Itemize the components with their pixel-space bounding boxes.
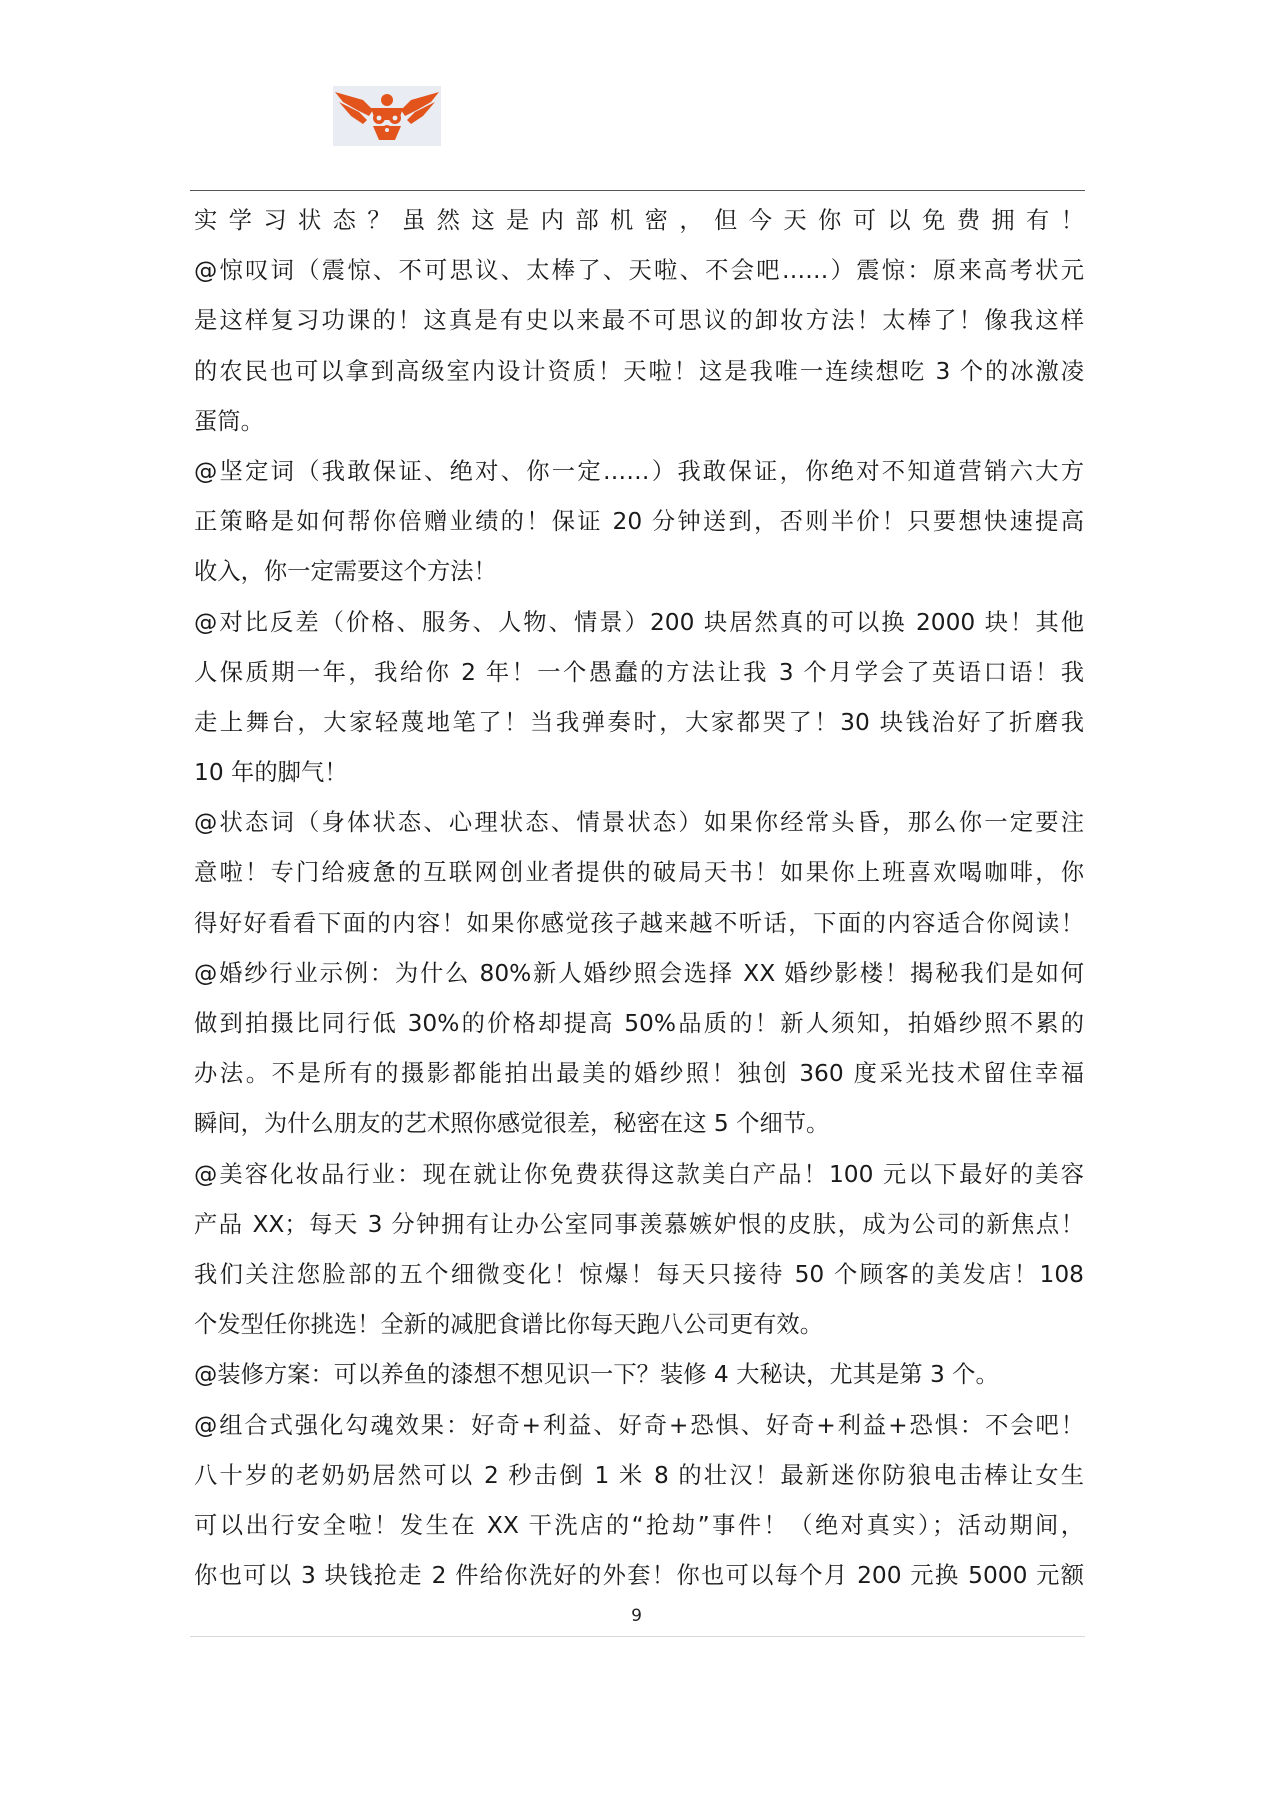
text-line: 收入，你一定需要这个方法！ (194, 558, 497, 586)
text-line: @美容化妆品行业：现在就让你免费获得这款美白产品！100 元以下最好的美容 (194, 1160, 1084, 1188)
text-line: 的农民也可以拿到高级室内设计资质！天啦！这是我唯一连续想吃 3 个的冰激凌 (194, 357, 1084, 385)
text-line: 正策略是如何帮你倍赠业绩的！保证 20 分钟送到，否则半价！只要想快速提高 (194, 508, 1084, 536)
text-line: 八十岁的老奶奶居然可以 2 秒击倒 1 米 8 的壮汉！最新迷你防狼电击棒让女生 (194, 1461, 1084, 1489)
text-line: @状态词（身体状态、心理状态、情景状态）如果你经常头昏，那么你一定要注 (194, 809, 1084, 837)
winged-emblem-logo-icon (333, 86, 441, 146)
text-line: 10 年的脚气！ (194, 759, 348, 787)
text-line: @装修方案：可以养鱼的漆想不想见识一下？装修 4 大秘诀，尤其是第 3 个。 (194, 1361, 999, 1389)
footer-divider (190, 1636, 1085, 1637)
text-line: 做到拍摄比同行低 30%的价格却提高 50%品质的！新人须知，拍婚纱照不累的 (194, 1010, 1084, 1037)
header-divider (190, 190, 1085, 191)
text-line: 瞬间，为什么朋友的艺术照你感觉很差，秘密在这 5 个细节。 (194, 1110, 830, 1138)
text-line: 人保质期一年，我给你 2 年！一个愚蠢的方法让我 3 个月学会了英语口语！我 (194, 658, 1084, 686)
text-line: 办法。不是所有的摄影都能拍出最美的婚纱照！独创 360 度采光技术留住幸福 (194, 1060, 1084, 1088)
text-line: @对比反差（价格、服务、人物、情景）200 块居然真的可以换 2000 块！其他 (194, 608, 1084, 636)
document-body (194, 196, 1084, 1601)
text-line: 走上舞台，大家轻蔑地笔了！当我弹奏时，大家都哭了！30 块钱治好了折磨我 (194, 708, 1084, 736)
text-line: 我们关注您脸部的五个细微变化！惊爆！每天只接待 50 个顾客的美发店！108 (194, 1260, 1084, 1288)
text-line: 你也可以 3 块钱抢走 2 件给你洗好的外套！你也可以每个月 200 元换 5000 元额 (194, 1562, 1084, 1590)
text-line: 蛋筒。 (194, 407, 264, 435)
text-line: 实学习状态？虽然这是内部机密，但今天你可以免费拥有！ (194, 207, 1084, 234)
text-line: 得好好看看下面的内容！如果你感觉孩子越来越不听话，下面的内容适合你阅读！ (194, 909, 1084, 937)
text-line: 可以出行安全啦！发生在 XX 干洗店的“抢劫”事件！（绝对真实）；活动期间， (194, 1511, 1084, 1539)
text-line: @惊叹词（震惊、不可思议、太棒了、天啦、不会吧……）震惊：原来高考状元 (194, 257, 1084, 285)
company-logo (333, 86, 441, 146)
text-line: 是这样复习功课的！这真是有史以来最不可思议的卸妆方法！太棒了！像我这样 (194, 307, 1084, 335)
text-line: @婚纱行业示例：为什么 80%新人婚纱照会选择 XX 婚纱影楼！揭秘我们是如何 (194, 959, 1084, 987)
page-number: 9 (631, 1606, 642, 1626)
text-line: 意啦！专门给疲惫的互联网创业者提供的破局天书！如果你上班喜欢喝咖啡，你 (194, 859, 1084, 887)
text-line: 个发型任你挑选！全新的减肥食谱比你每天跑八公司更有效。 (194, 1311, 824, 1339)
text-line: @坚定词（我敢保证、绝对、你一定……）我敢保证，你绝对不知道营销六大方 (194, 457, 1084, 485)
text-line: @组合式强化勾魂效果：好奇+利益、好奇+恐惧、好奇+利益+恐惧：不会吧！ (194, 1411, 1084, 1439)
text-line: 产品 XX；每天 3 分钟拥有让办公室同事羡慕嫉妒恨的皮肤，成为公司的新焦点！ (194, 1210, 1084, 1238)
